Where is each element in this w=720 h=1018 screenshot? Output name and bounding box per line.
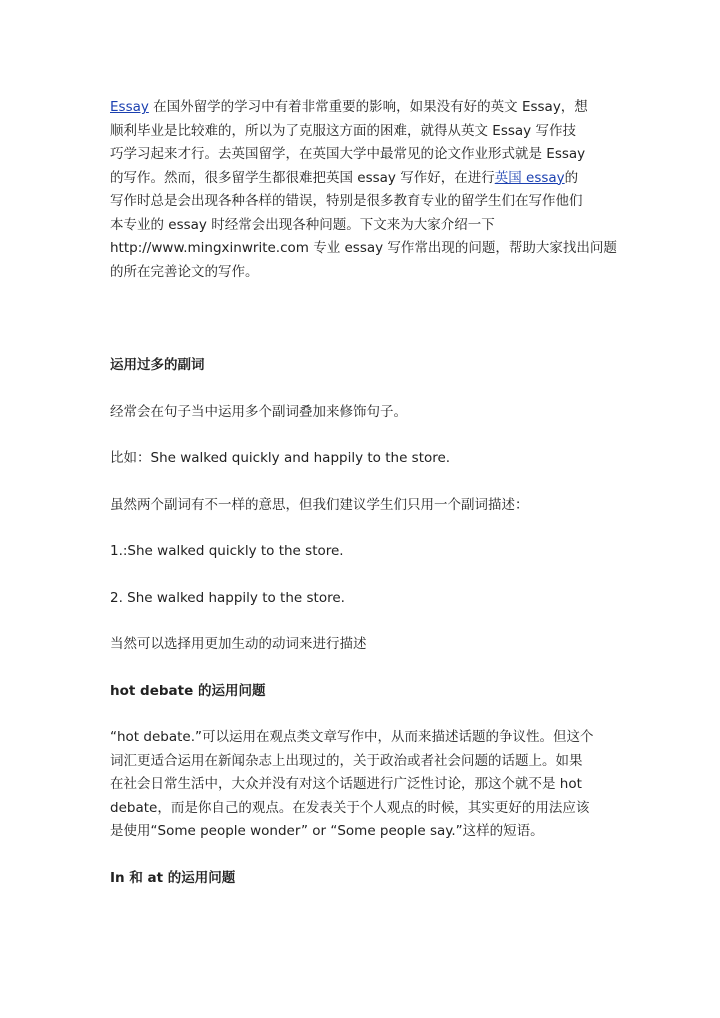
section-heading-hot-debate: hot debate 的运用问题 — [110, 682, 266, 699]
intro-line-3: 巧学习起来才行。去英国留学，在英国大学中最常见的论文作业形式就是 Essay — [110, 146, 586, 162]
intro-paragraph — [110, 96, 615, 284]
intro-line-7: http://www.mingxinwrite.com 专业 essay 写作常出现的问题，帮助大家找出问题 — [110, 240, 617, 256]
hot-debate-line-2: 词汇更适合运用在新闻杂志上出现过的，关于政治或者社会问题的话题上。如果 — [110, 752, 583, 769]
document-page — [110, 96, 615, 890]
adverbs-paragraph-3: 当然可以选择用更加生动的动词来进行描述 — [110, 636, 367, 652]
section-heading-in-at: In 和 at 的运用问题 — [110, 869, 236, 886]
hot-debate-line-5: 是使用“Some people wonder” or “Some people say.”这样的短语。 — [110, 823, 544, 839]
intro-text-4a: 的写作。然而，很多留学生都很难把英国 essay 写作好，在进行 — [110, 169, 495, 186]
intro-line-5: 写作时总是会出现各种各样的错误，特别是很多教育专业的留学生们在写作他们 — [110, 193, 583, 209]
intro-text-1: 在国外留学的学习中有着非常重要的影响，如果没有好的英文 Essay，想 — [153, 99, 588, 115]
hot-debate-paragraph — [110, 726, 615, 844]
intro-line-4 — [110, 167, 615, 191]
hot-debate-line-1: “hot debate.”可以运用在观点类文章写作中，从而来描述话题的争议性。但这个 — [110, 729, 594, 745]
essay-link[interactable]: Essay — [110, 99, 149, 115]
adverbs-paragraph-2: 虽然两个副词有不一样的意思，但我们建议学生们只用一个副词描述： — [110, 496, 529, 513]
adverbs-option-1: 1.:She walked quickly to the store. — [110, 543, 344, 559]
adverbs-option-2: 2. She walked happily to the store. — [110, 589, 345, 606]
hot-debate-line-3: 在社会日常生活中，大众并没有对这个话题进行广泛性讨论，那这个就不是 hot — [110, 776, 582, 792]
adverbs-paragraph-1: 经常会在句子当中运用多个副词叠加来修饰句子。 — [110, 403, 407, 420]
section-heading-adverbs: 运用过多的副词 — [110, 357, 205, 373]
intro-text-4b: 的 — [564, 169, 579, 186]
uk-essay-link[interactable]: 英国 essay — [494, 169, 565, 186]
intro-line-8: 的所在完善论文的写作。 — [110, 263, 259, 280]
adverbs-example: 比如：She walked quickly and happily to the store. — [110, 450, 451, 466]
intro-line-2: 顺利毕业是比较难的，所以为了克服这方面的困难，就得从英文 Essay 写作技 — [110, 122, 576, 139]
intro-line-6: 本专业的 essay 时经常会出现各种问题。下文来为大家介绍一下 — [110, 216, 495, 233]
intro-line-1 — [110, 96, 615, 120]
hot-debate-line-4: debate，而是你自己的观点。在发表关于个人观点的时候，其实更好的用法应该 — [110, 799, 590, 816]
